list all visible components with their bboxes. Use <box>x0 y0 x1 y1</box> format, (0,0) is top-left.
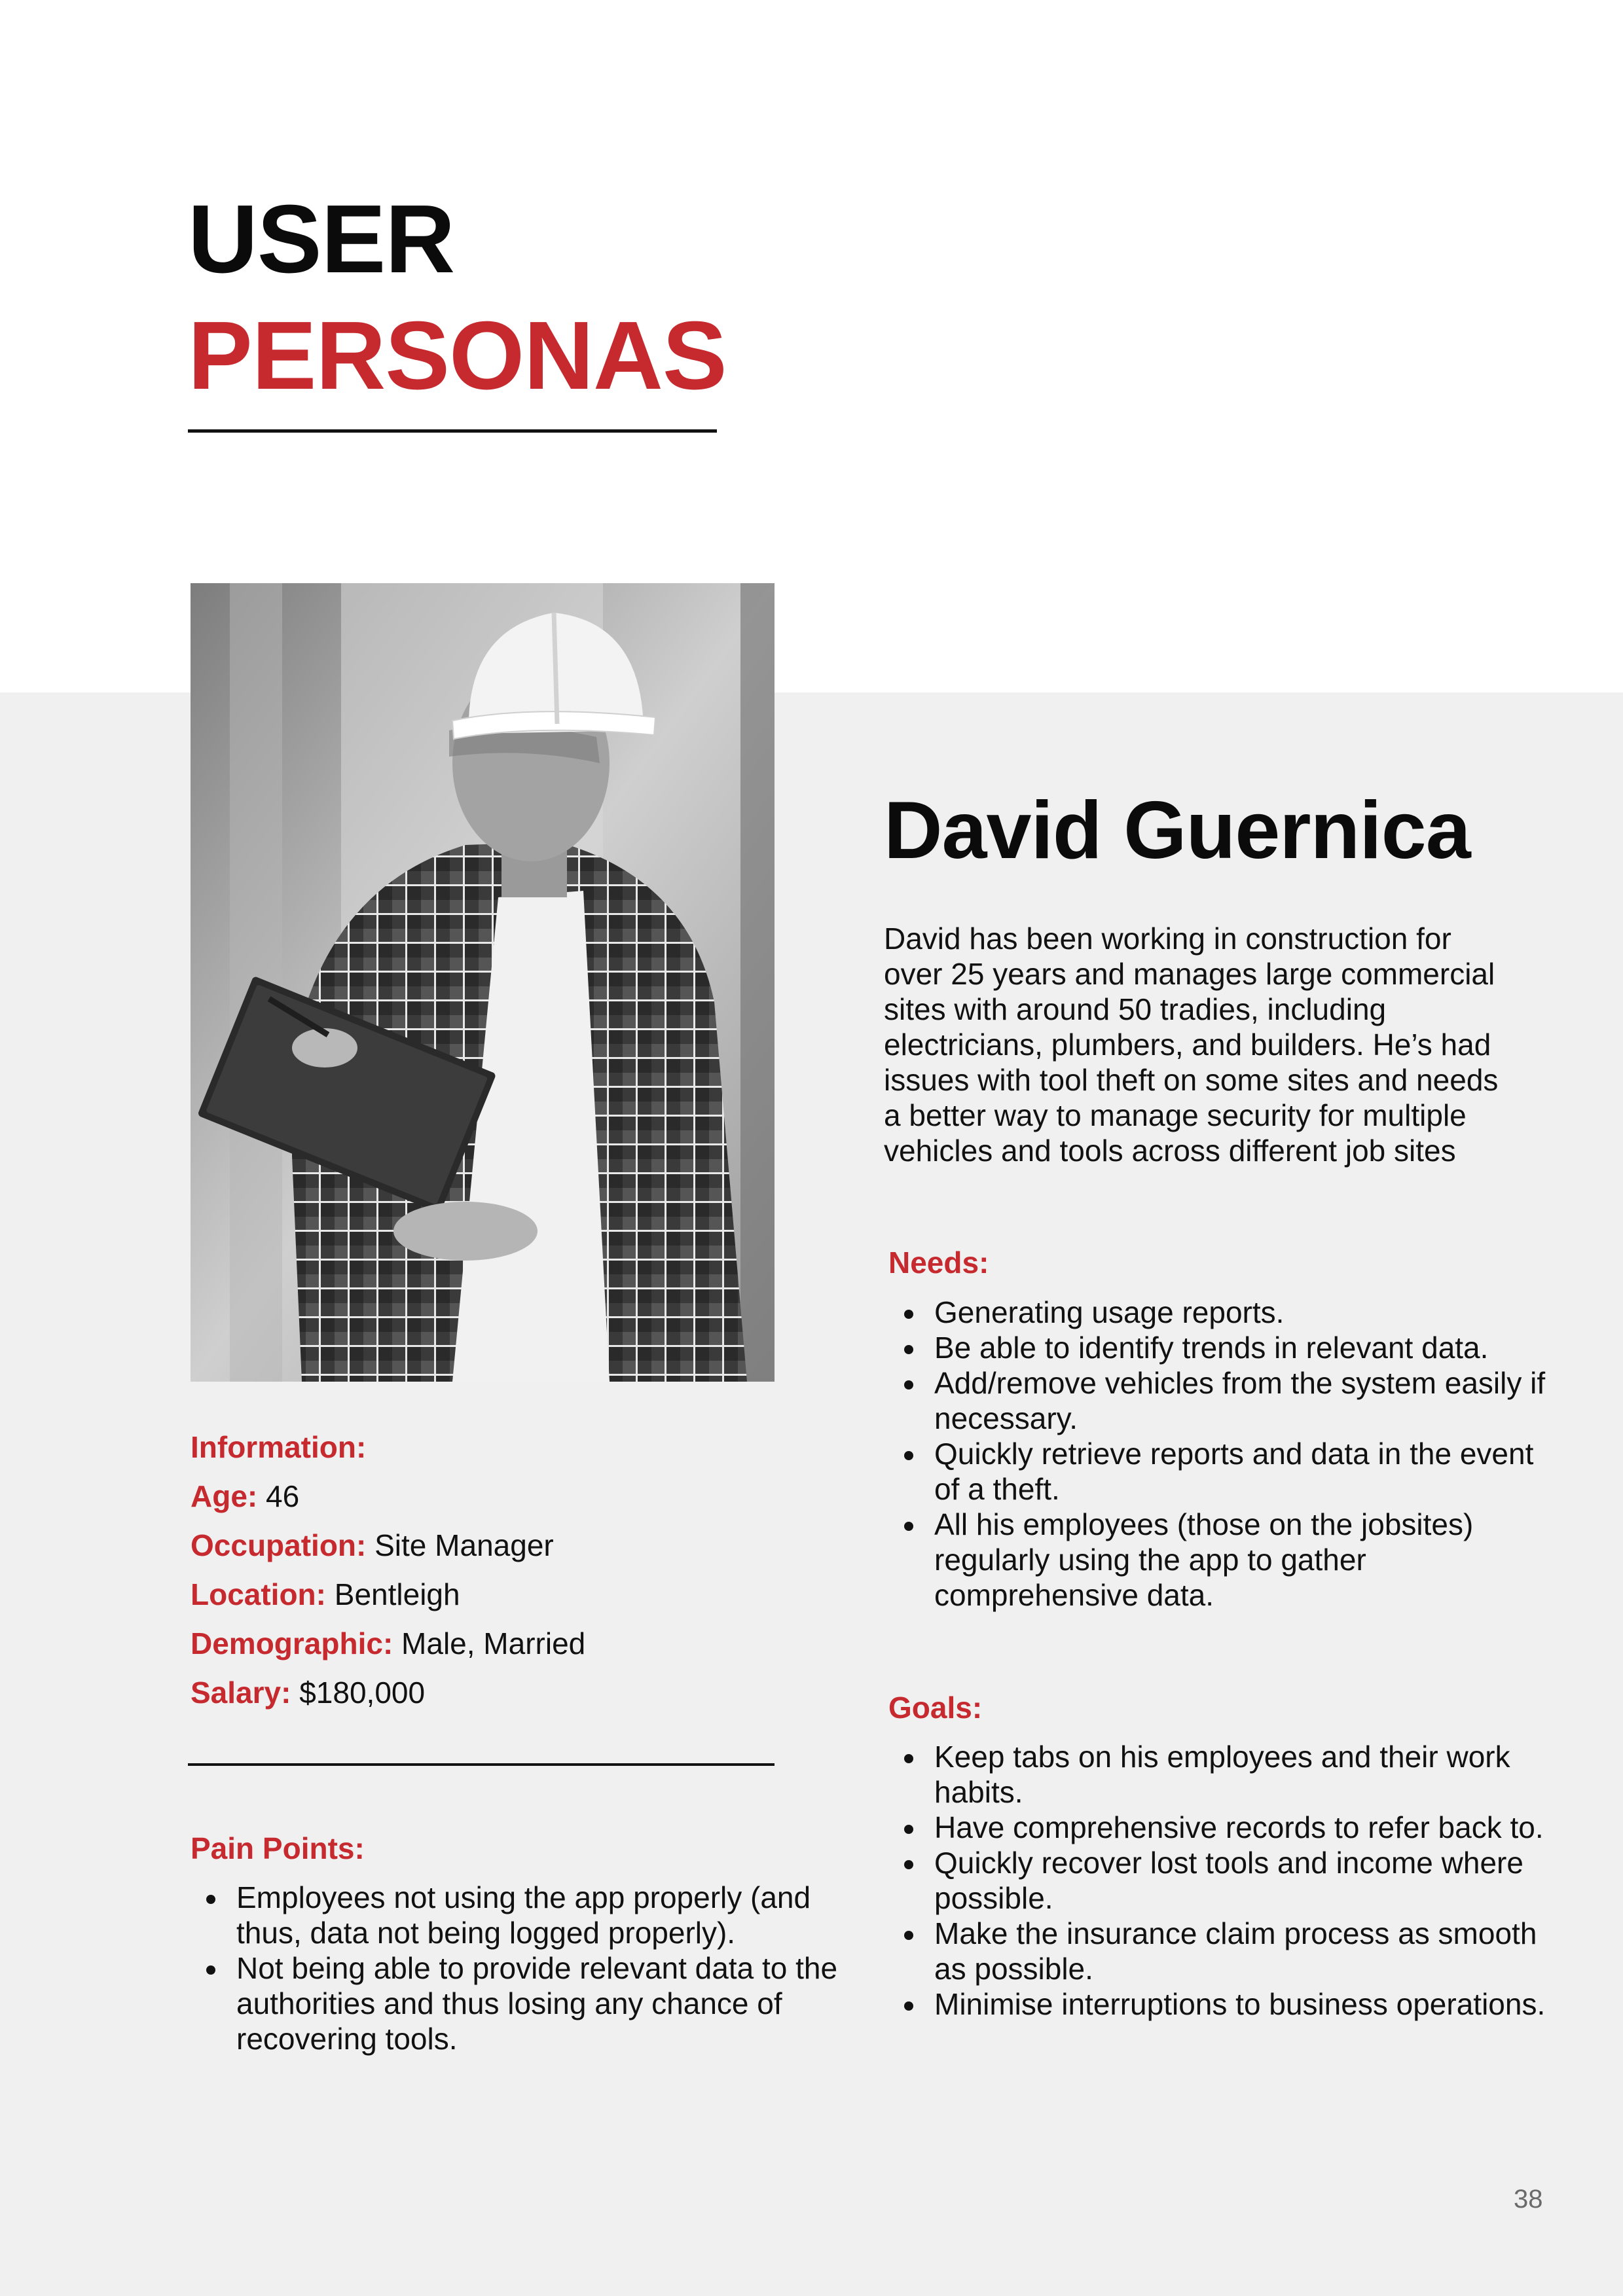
needs-list <box>888 1295 1550 1613</box>
list-item: Quickly retrieve reports and data in the event of a theft. <box>934 1436 1550 1507</box>
info-location-label: Location: <box>191 1577 326 1611</box>
info-demographic-value: Male, Married <box>401 1626 586 1660</box>
list-item: Add/remove vehicles from the system easily if necessary. <box>934 1365 1550 1436</box>
page-title-line-2: PERSONAS <box>188 302 727 410</box>
info-location-value: Bentleigh <box>334 1577 460 1611</box>
pain-points-heading: Pain Points: <box>191 1831 365 1865</box>
page-title-line-1: USER <box>188 185 455 293</box>
persona-photo <box>191 583 775 1382</box>
list-item: Be able to identify trends in relevant data. <box>934 1330 1550 1365</box>
list-item: Not being able to provide relevant data to the authorities and thus losing any chance of recovering tools. <box>236 1950 865 2056</box>
list-item: All his employees (those on the jobsites) regularly using the app to gather comprehensive data. <box>934 1507 1550 1613</box>
info-age-label: Age: <box>191 1479 258 1513</box>
info-age <box>191 1479 299 1514</box>
list-item: Have comprehensive records to refer back to. <box>934 1810 1550 1845</box>
info-age-value: 46 <box>266 1479 300 1513</box>
info-salary-label: Salary: <box>191 1676 291 1710</box>
info-demographic-label: Demographic: <box>191 1626 393 1660</box>
info-demographic <box>191 1626 585 1661</box>
list-item: Employees not using the app properly (and thus, data not being logged properly). <box>236 1880 865 1950</box>
information-heading: Information: <box>191 1430 367 1464</box>
persona-name: David Guernica <box>884 785 1470 876</box>
list-item: Quickly recover lost tools and income where possible. <box>934 1845 1550 1916</box>
list-item: Generating usage reports. <box>934 1295 1550 1330</box>
info-occupation <box>191 1528 554 1563</box>
information-divider <box>188 1763 775 1766</box>
list-item: Keep tabs on his employees and their work habits. <box>934 1739 1550 1810</box>
persona-bio: David has been working in construction for over 25 years and manages large commercial sites with around 50 tradies, including electricians, plumbers, and builders. He’s had issues with tool theft on some sites and needs a better way to manage security for multiple vehicles and tools across different job sites <box>884 922 1499 1168</box>
info-occupation-label: Occupation: <box>191 1528 367 1562</box>
pain-points-list <box>191 1880 865 2056</box>
info-occupation-value: Site Manager <box>374 1528 554 1562</box>
needs-heading: Needs: <box>888 1246 989 1280</box>
page-number: 38 <box>1514 2185 1543 2214</box>
title-divider <box>188 429 717 433</box>
info-salary <box>191 1675 425 1710</box>
info-location <box>191 1577 460 1612</box>
goals-list <box>888 1739 1550 2022</box>
info-salary-value: $180,000 <box>299 1676 426 1710</box>
goals-heading: Goals: <box>888 1691 983 1725</box>
list-item: Make the insurance claim process as smooth as possible. <box>934 1916 1550 1986</box>
list-item: Minimise interruptions to business operations. <box>934 1986 1550 2022</box>
